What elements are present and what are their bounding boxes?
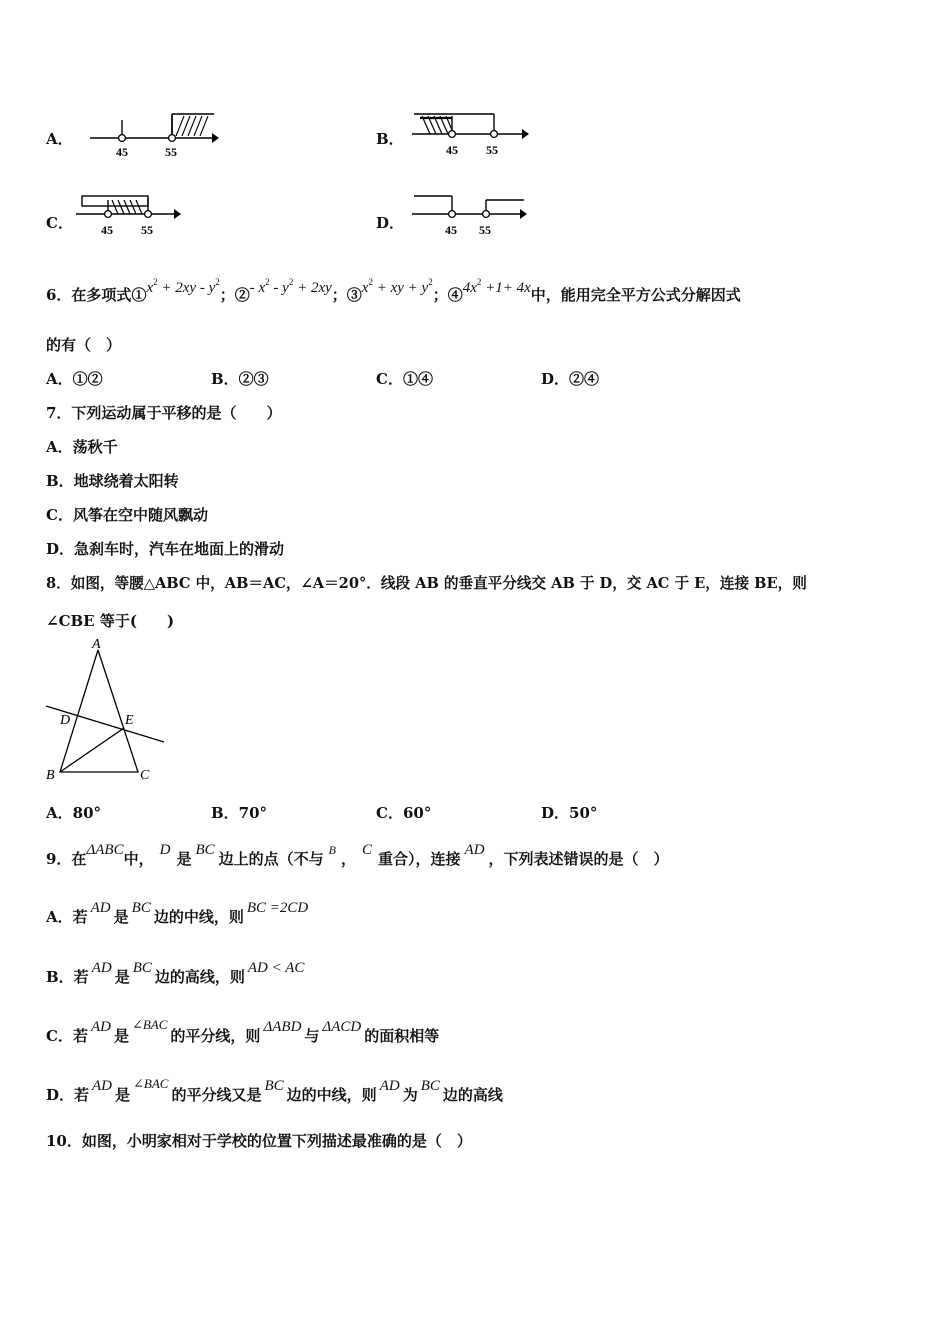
q8-label-b: B [46,768,55,783]
q5-option-c-number-line [74,190,186,240]
q6-stem: 6．在多项式$①x^2 + 2xy - y^2$；②- $x^2 - y^2 + 2xy$；$③x^2$ + xy + $y^2$；$④4x^2 +1+ 4x$中，能用完全平方公式分解因式 [46,277,741,304]
q5-b-tick-55: 55 [486,143,498,157]
q7-option-a: A．荡秋千 [46,438,118,456]
q9-option-c: C．若 AD 是∠BAC的平分线，则 ΔABD 与 ΔACD 的面积相等 [46,1017,440,1045]
q5-b-tick-45: 45 [446,143,458,157]
q8-option-d: D．50° [541,804,598,822]
q5-option-b-label: B． [376,130,404,148]
q5-c-tick-45: 45 [101,223,113,237]
q9-option-b: B．若 AD 是 BC 边的高线，则 AD < AC [46,960,305,986]
q7-option-c: C．风筝在空中随风飘动 [46,506,208,524]
q5-option-a-label: A． [46,130,73,148]
q6-option-a: A．①② [46,370,103,388]
q10-stem: 10．如图，小明家相对于学校的位置下列描述最准确的是（ ） [46,1132,472,1150]
q5-d-tick-45: 45 [445,223,457,237]
q5-d-tick-55: 55 [479,223,491,237]
q8-option-b: B．70° [211,804,268,822]
q8-triangle-figure [40,636,170,786]
q7-stem: 7．下列运动属于平移的是（ ） [46,404,282,422]
q6-option-d: D．②④ [541,370,600,388]
q5-c-tick-55: 55 [141,223,153,237]
q5-option-d-label: D． [376,214,405,232]
q8-stem: 8．如图，等腰△ABC 中，AB＝AC，∠A＝20°．线段 AB 的垂直平分线交 AB 于 D，交 AC 于 E，连接 BE，则 [46,575,807,592]
q9-option-a: A．若 AD 是 BC 边的中线，则 BC =2CD [46,900,309,926]
q6-stem-line2: 的有（ ） [46,336,122,354]
q9-option-d: D．若 AD 是∠BAC的平分线又是 BC 边的中线，则 AD 为 BC 边的高线 [46,1076,503,1104]
q8-label-d: D [60,713,71,728]
q5-option-c-label: C． [46,214,73,232]
q7-option-d: D．急刹车时，汽车在地面上的滑动 [46,540,285,558]
q8-stem-line2: ∠CBE 等于( ) [46,612,175,630]
q5-a-tick-45: 45 [116,145,128,159]
q5-option-a-number-line [88,108,220,160]
q5-option-b-number-line [408,108,532,160]
q5-a-tick-55: 55 [165,145,177,159]
q6-option-b: B．②③ [211,370,269,388]
q9-stem: 9．在ΔABC中， D 是 BC 边上的点（不与 $^B$ ， C 重合），连接 AD ，下列表述错误的是（ ） [46,842,669,868]
q8-label-e: E [125,713,134,728]
q8-option-a: A．80° [46,804,102,822]
q6-option-c: C．①④ [376,370,433,388]
q8-label-a: A [92,637,101,652]
q5-option-d-number-line [410,190,532,240]
q8-option-c: C．60° [376,804,432,822]
q8-label-c: C [140,768,150,783]
q7-option-b: B．地球绕着太阳转 [46,472,179,490]
